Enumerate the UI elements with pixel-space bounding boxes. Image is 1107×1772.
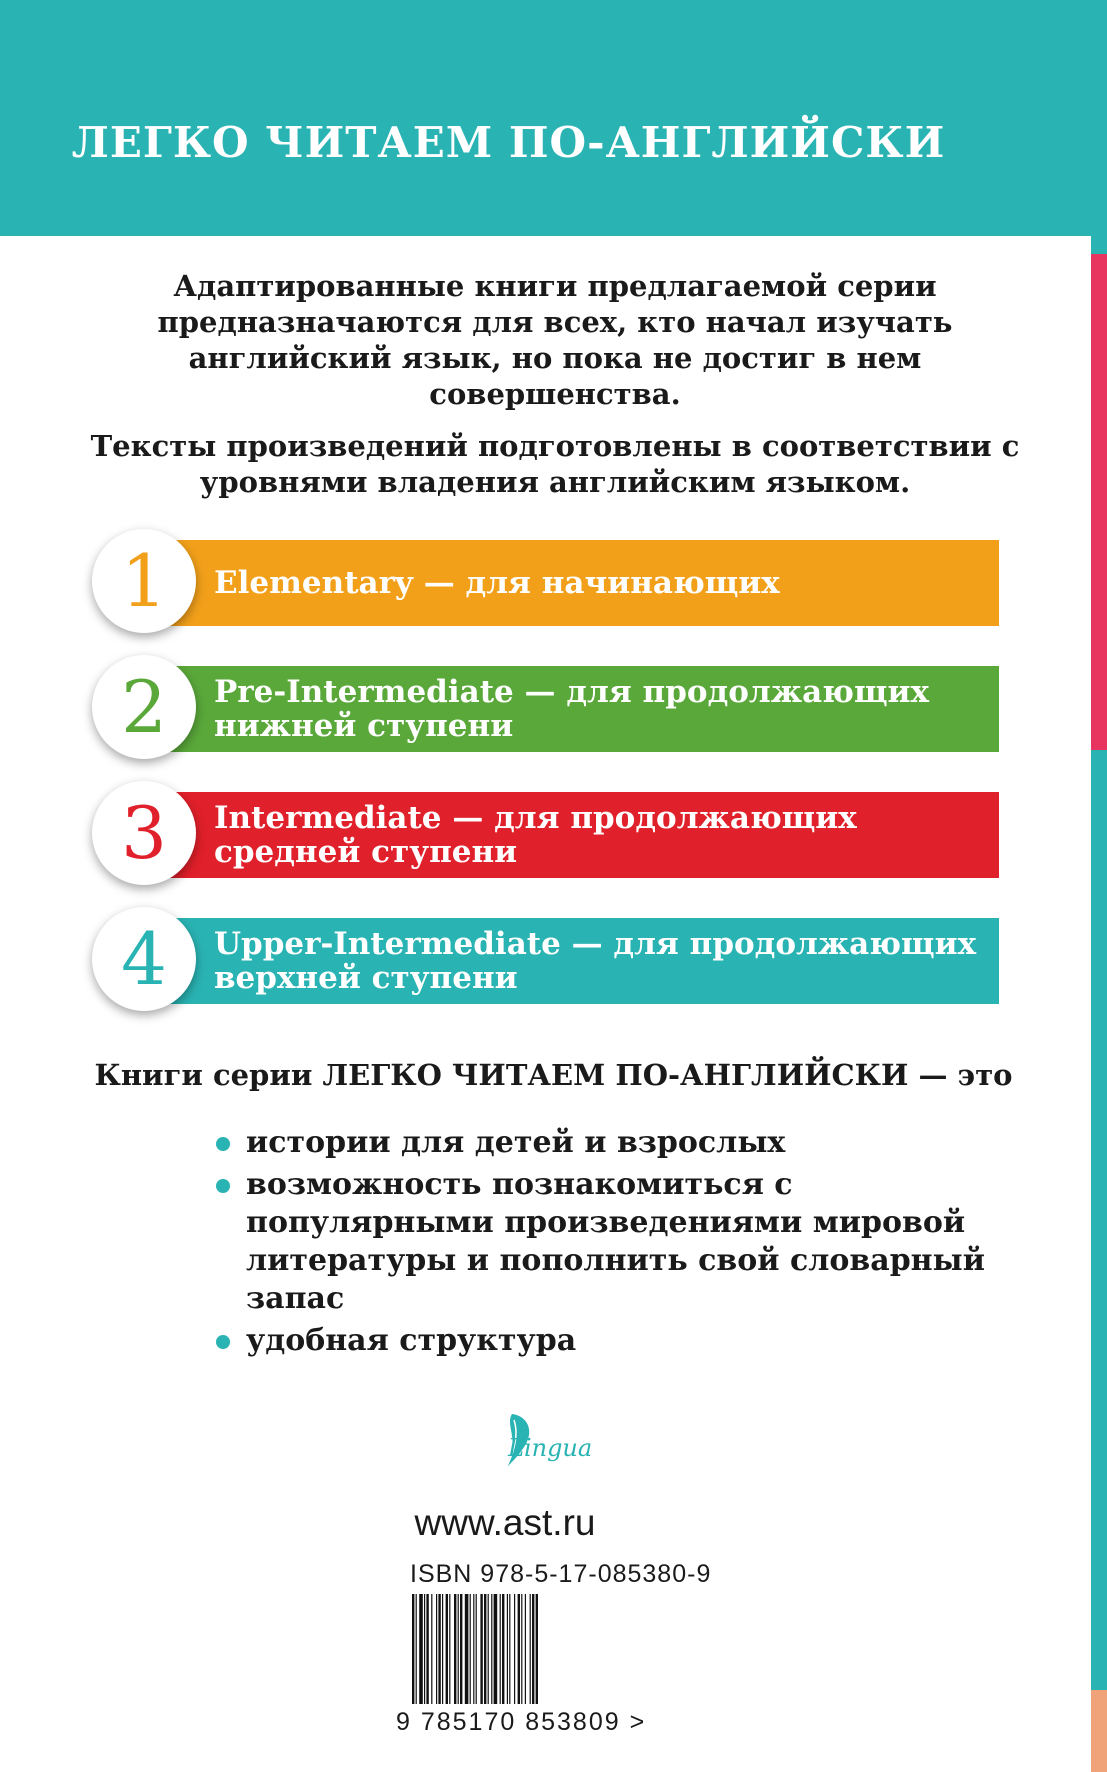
intro-paragraph-2: Тексты произведений подготовлены в соответствии с уровнями владения английским языком. [90, 429, 1020, 499]
logo-text: Lingua [508, 1434, 593, 1462]
series-statement: Книги серии ЛЕГКО ЧИТАЕМ ПО-АНГЛИЙСКИ — это [94, 1058, 1013, 1092]
intro-paragraph-1: Адаптированные книги предлагаемой серии предназначаются для всех, кто начал изучать английский язык, но пока не достиг в нем совершенства. [157, 269, 953, 411]
feature-text: истории для детей и взрослых [246, 1125, 786, 1160]
level-3 [121, 791, 999, 878]
bullet-dot-icon [216, 1335, 230, 1349]
bullet-dot-icon [216, 1137, 230, 1151]
level-1 [121, 539, 999, 626]
feature-text: удобная структура [246, 1323, 577, 1358]
website-link[interactable]: www.ast.ru [414, 1502, 596, 1543]
edge-strip-teal [1091, 750, 1107, 1690]
barcode-digits: 9 785170 853809 > [396, 1708, 647, 1736]
edge-strip-teal-top [1091, 0, 1107, 254]
feature-text: возможность познакомиться с популярными произведениями мировой литературы и пополнить свой словарный запас [246, 1167, 985, 1316]
level-3-number-badge: 3 [92, 781, 196, 885]
edge-strip-peach [1091, 1690, 1107, 1772]
publisher-logo [478, 1410, 628, 1474]
edge-strip-pink [1091, 254, 1107, 750]
level-4-label: Upper-Intermediate — для продолжающих верхней ступени [214, 926, 977, 996]
isbn-number: ISBN 978-5-17-085380-9 [410, 1560, 712, 1588]
level-2 [121, 665, 999, 752]
list-item [210, 1124, 1010, 1162]
feature-list [210, 1124, 1010, 1364]
intro-text [90, 268, 1020, 516]
series-title: ЛЕГКО ЧИТАЕМ ПО-АНГЛИЙСКИ [71, 118, 946, 167]
barcode-icon [410, 1594, 646, 1704]
level-4 [121, 917, 999, 1004]
level-2-number-badge: 2 [92, 655, 196, 759]
list-item [210, 1322, 1010, 1360]
level-1-number-badge: 1 [92, 529, 196, 633]
list-item [210, 1166, 1010, 1318]
level-1-label: Elementary — для начинающих [214, 565, 780, 601]
level-2-label: Pre-Intermediate — для продолжающих нижней ступени [214, 674, 929, 744]
level-3-label: Intermediate — для продолжающих средней ступени [214, 800, 857, 870]
bullet-dot-icon [216, 1179, 230, 1193]
level-4-number-badge: 4 [92, 907, 196, 1011]
